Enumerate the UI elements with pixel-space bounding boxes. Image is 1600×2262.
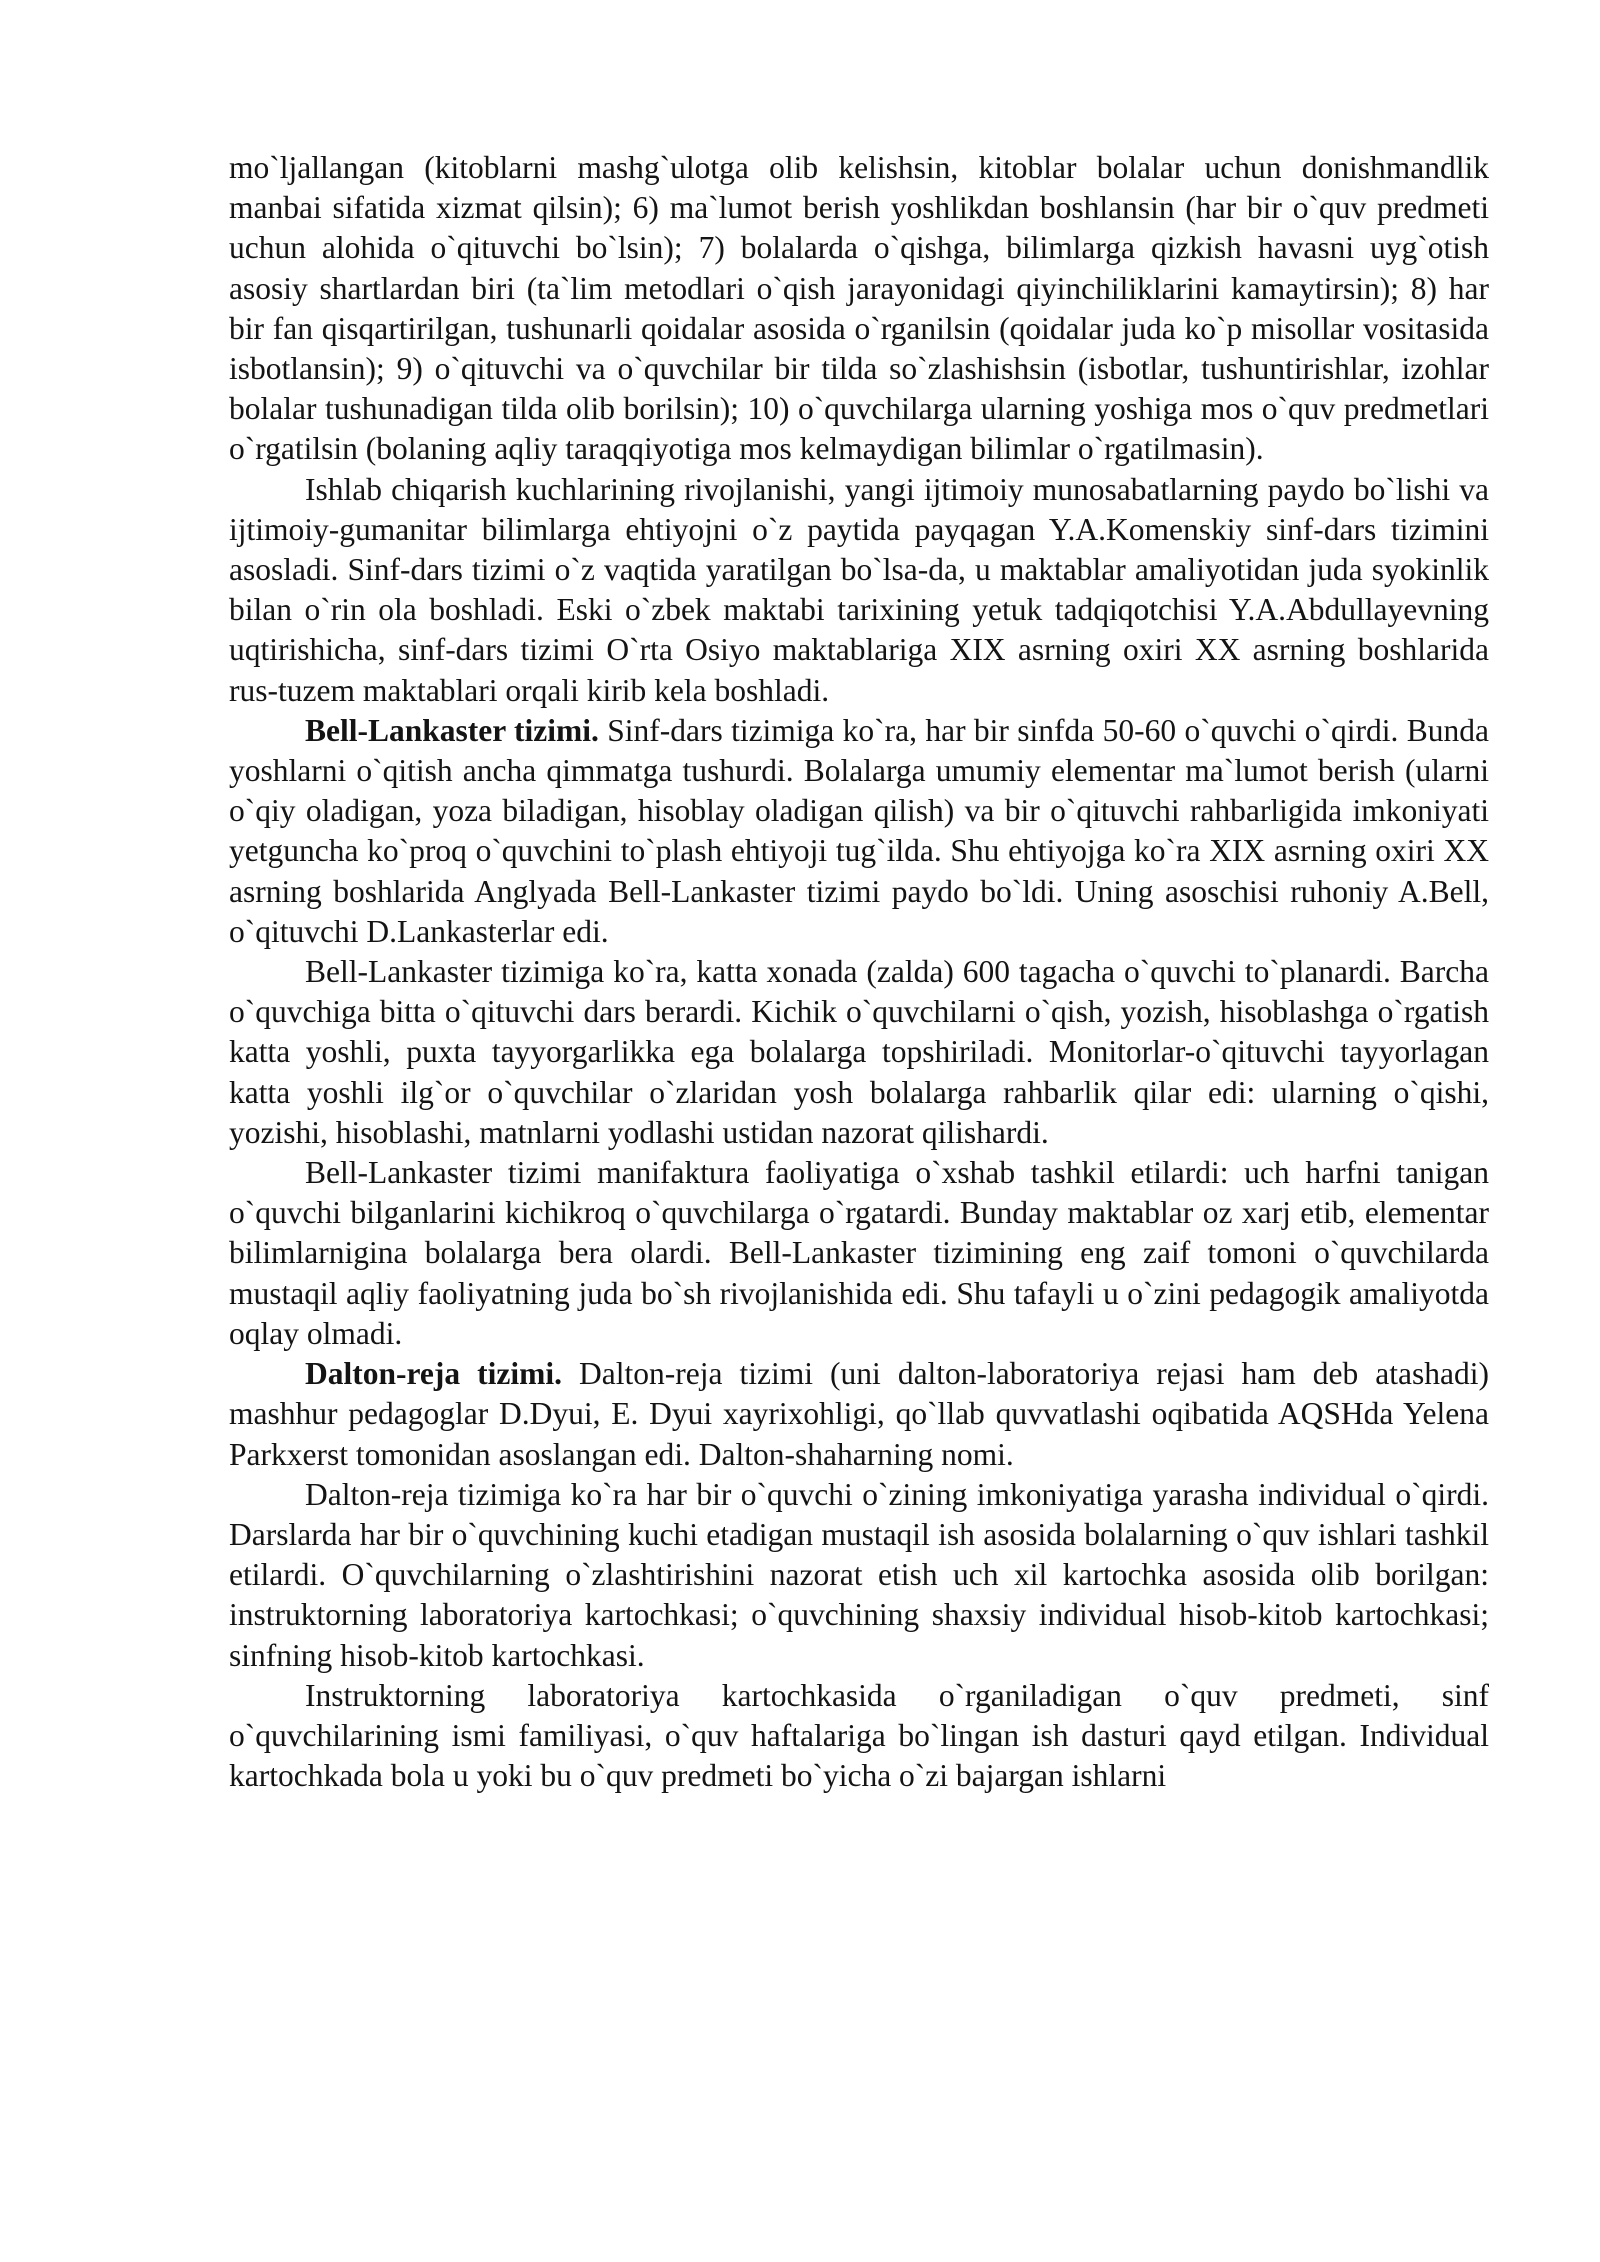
paragraph-2 [229,470,1489,711]
paragraph-3-text: Sinf-dars tizimiga ko`ra, har bir sinfda 50-60 o`quvchi o`qirdi. Bunda yoshlarni o`qitish ancha qimmatga tushurdi. Bolalarga umumiy elementar ma`lumot berish (ularni o`qiy oladigan, yoza biladigan, hisoblay oladigan qilish) va bir o`qituvchi rahbarligida imkoniyati yetguncha ko`proq o`quvchini to`plash ehtiyoji tug`ilda. Shu ehtiyojga ko`ra XIX asrning oxiri XX asrning boshlarida Anglyada Bell-Lankaster tizimi paydo bo`ldi. Uning asoschisi ruhoniy A.Bell, o`qituvchi D.Lankasterlar edi. [229,712,1489,949]
paragraph-4 [229,952,1489,1153]
section-heading-bell-lankaster: Bell-Lankaster tizimi. [305,712,599,748]
paragraph-5-text: Bell-Lankaster tizimi manifaktura faoliyatiga o`xshab tashkil etilardi: uch harfni tanigan o`quvchi bilganlarini kichikroq o`quvchilarga o`rgatardi. Bunday maktablar oz xarj etib, elementar bilimlarnigina bolalarga bera olardi. Bell-Lankaster tizimining eng zaif tomoni o`quvchilarda mustaqil aqliy faoliyatning juda bo`sh rivojlanishida edi. Shu tafayli u o`zini pedagogik amaliyotda oqlay olmadi. [229,1155,1489,1351]
paragraph-5 [229,1153,1489,1354]
section-heading-dalton: Dalton-reja tizimi. [305,1356,563,1392]
paragraph-dalton-intro [229,1354,1489,1475]
paragraph-8 [229,1676,1489,1797]
paragraph-bell-lankaster-intro [229,711,1489,952]
document-page [229,148,1489,1796]
paragraph-8-text: Instruktorning laboratoriya kartochkasida o`rganiladigan o`quv predmeti, sinf o`quvchilarining ismi familiyasi, o`quv haftalariga bo`lingan ish dasturi qayd etilgan. Individual kartochkada bola u yoki bu o`quv predmeti bo`yicha o`zi bajargan ishlarni [229,1677,1489,1794]
paragraph-6-text: Dalton-reja tizimi (uni dalton-laboratoriya rejasi ham deb atashadi) mashhur pedagoglar D.Dyui, E. Dyui xayrixohligi, qo`llab quvvatlashi oqibatida AQSHda Yelena Parkxerst tomonidan asoslangan edi. Dalton-shaharning nomi. [229,1356,1489,1472]
paragraph-1-text: mo`ljallangan (kitoblarni mashg`ulotga olib kelishsin, kitoblar bolalar uchun donishmandlik manbai sifatida xizmat qilsin); 6) ma`lumot berish yoshlikdan boshlansin (har bir o`quv predmeti uchun alohida o`qituvchi bo`lsin); 7) bolalarda o`qishga, bilimlarga qizkish havasni uyg`otish asosiy shartlardan biri (ta`lim metodlari o`qish jarayonidagi qiyinchiliklarini kamaytirsin); 8) har bir fan qisqartirilgan, tushunarli qoidalar asosida o`rganilsin (qoidalar juda ko`p misollar vositasida isbotlansin); 9) o`qituvchi va o`quvchilar bir tilda so`zlashishsin (isbotlar, tushuntirishlar, izohlar bolalar tushunadigan tilda olib borilsin); 10) o`quvchilarga ularning yoshiga mos o`quv predmetlari o`rgatilsin (bolaning aqliy taraqqiyotiga mos kelmaydigan bilimlar o`rgatilmasin). [229,150,1489,467]
paragraph-4-text: Bell-Lankaster tizimiga ko`ra, katta xonada (zalda) 600 tagacha o`quvchi to`planardi. Barcha o`quvchiga bitta o`qituvchi dars berardi. Kichik o`quvchilarni o`qish, yozish, hisoblashga o`rgatish katta yoshli, puxta tayyorgarlikka ega bolalarga topshiriladi. Monitorlar-o`qituvchi tayyorlagan katta yoshli ilg`or o`quvchilar o`zlaridan yosh bolalarga rahbarlik qilar edi: ularning o`qishi, yozishi, hisoblashi, matnlarni yodlashi ustidan nazorat qilishardi. [229,954,1489,1150]
paragraph-1 [229,148,1489,470]
paragraph-7-text: Dalton-reja tizimiga ko`ra har bir o`quvchi o`zining imkoniyatiga yarasha individual o`qirdi. Darslarda har bir o`quvchining kuchi etadigan mustaqil ish asosida bolalarning o`quv ishlari tashkil etilardi. O`quvchilarning o`zlashtirishini nazorat etish uch xil kartochka asosida olib borilgan: instruktorning laboratoriya kartochkasi; o`quvchining shaxsiy individual hisob-kitob kartochkasi; sinfning hisob-kitob kartochkasi. [229,1476,1489,1673]
paragraph-7 [229,1475,1489,1676]
paragraph-2-text: Ishlab chiqarish kuchlarining rivojlanishi, yangi ijtimoiy munosabatlarning paydo bo`lishi va ijtimoiy-gumanitar bilimlarga ehtiyojni o`z paytida payqagan Y.A.Komenskiy sinf-dars tizimini asosladi. Sinf-dars tizimi o`z vaqtida yaratilgan bo`lsa-da, u maktablar amaliyotidan juda syokinlik bilan o`rin ola boshladi. Eski o`zbek maktabi tarixining yetuk tadqiqotchisi Y.A.Abdullayevning uqtirishicha, sinf-dars tizimi O`rta Osiyo maktablariga XIX asrning oxiri XX asrning boshlarida rus-tuzem maktablari orqali kirib kela boshladi. [229,471,1489,708]
